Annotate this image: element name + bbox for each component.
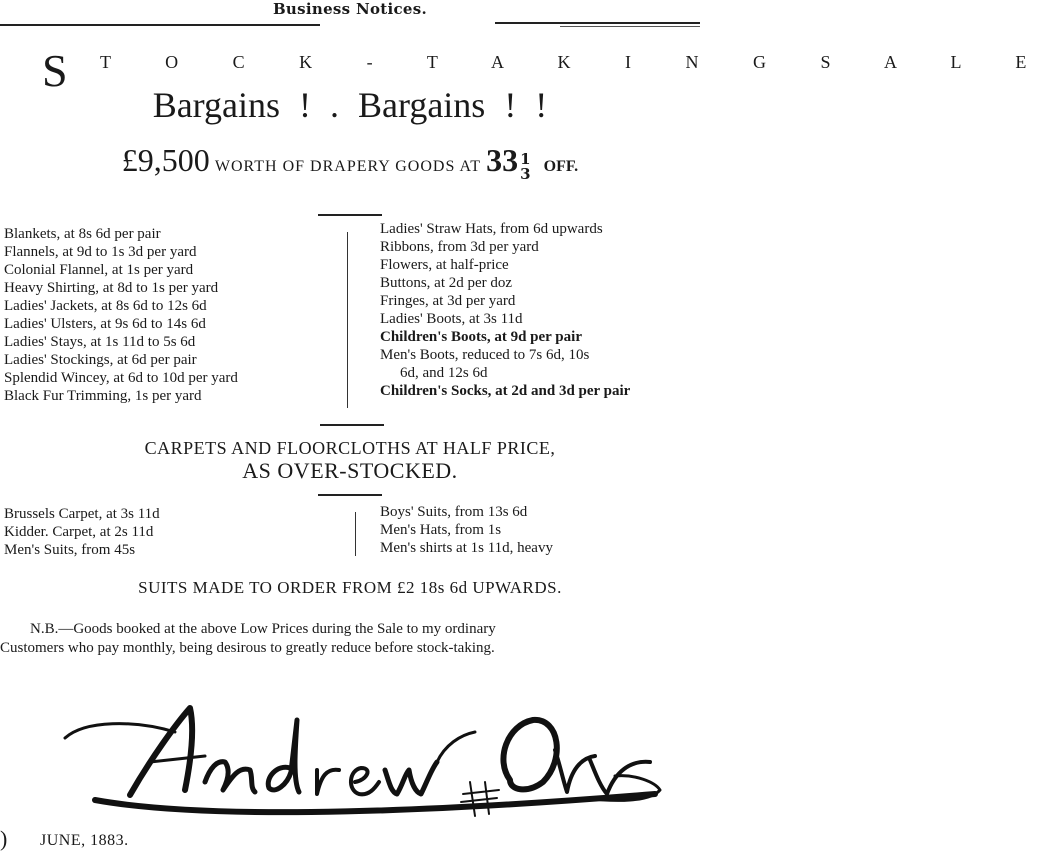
list-item: Ladies' Stays, at 1s 11d to 5s 6d	[4, 334, 196, 350]
list-item: Fringes, at 3d per yard	[380, 293, 516, 309]
handwritten-signature	[55, 690, 675, 825]
fraction-numerator: 1	[520, 149, 531, 168]
section-title: Business Notices.	[272, 0, 428, 18]
list-item: Men's Suits, from 45s	[4, 542, 136, 558]
date: JUNE, 1883.	[40, 832, 129, 849]
sale-initial: S	[42, 45, 68, 96]
nb-line: Customers who pay monthly, being desirous to greatly reduce before stock-taking.	[0, 640, 495, 656]
list-item: Heavy Shirting, at 8d to 1s per yard	[4, 280, 219, 296]
worth-text: WORTH OF DRAPERY GOODS AT	[214, 158, 482, 175]
list-item: 6d, and 12s 6d	[400, 365, 488, 381]
column-divider	[355, 512, 356, 556]
list-item: Flowers, at half-price	[380, 257, 509, 273]
list-item: Buttons, at 2d per doz	[380, 275, 513, 291]
discount-fraction	[520, 149, 531, 183]
list-item: Blankets, at 8s 6d per pair	[4, 226, 161, 242]
items2-left-list	[4, 505, 160, 559]
list-item: Ladies' Jackets, at 8s 6d to 12s 6d	[4, 298, 207, 314]
list-item: Children's Boots, at 9d per pair	[380, 329, 582, 345]
column-divider	[347, 232, 348, 408]
bargains-heading: Bargains ! . Bargains ! !	[152, 85, 548, 125]
list-item: Boys' Suits, from 13s 6d	[380, 504, 528, 520]
sale-heading: T O C K - T A K I N G S A L E	[100, 52, 1051, 72]
list-item: Men's Boots, reduced to 7s 6d, 10s	[380, 347, 590, 363]
list-item: Ribbons, from 3d per yard	[380, 239, 539, 255]
discount-whole: 33	[486, 142, 519, 178]
list-item: Flannels, at 9d to 1s 3d per yard	[4, 244, 197, 260]
list-item: Splendid Wincey, at 6d to 10d per yard	[4, 370, 238, 386]
header-rule	[0, 24, 320, 26]
overstocked-heading: AS OVER-STOCKED.	[242, 458, 458, 483]
items-right-list	[380, 220, 630, 400]
nb-note	[0, 620, 700, 658]
list-item: Men's shirts at 1s 11d, heavy	[380, 540, 553, 556]
list-item: Ladies' Ulsters, at 9s 6d to 14s 6d	[4, 316, 206, 332]
divider-rule	[318, 494, 382, 496]
list-item: Kidder. Carpet, at 2s 11d	[4, 524, 154, 540]
divider-rule	[318, 214, 382, 216]
list-item: Black Fur Trimming, 1s per yard	[4, 388, 202, 404]
list-item: Colonial Flannel, at 1s per yard	[4, 262, 194, 278]
header-rule	[560, 26, 700, 27]
list-item: Ladies' Boots, at 3s 11d	[380, 311, 523, 327]
list-item: Ladies' Straw Hats, from 6d upwards	[380, 221, 603, 237]
list-item: Children's Socks, at 2d and 3d per pair	[380, 383, 631, 399]
nb-line: N.B.—Goods booked at the above Low Prices during the Sale to my ordinary	[30, 621, 496, 637]
header-rule	[495, 22, 700, 24]
list-item: Brussels Carpet, at 3s 11d	[4, 506, 160, 522]
worth-amount: £9,500	[121, 142, 210, 178]
items2-right-list	[380, 503, 553, 557]
bracket-mark: )	[0, 826, 8, 851]
worth-off: OFF.	[543, 158, 579, 175]
list-item: Ladies' Stockings, at 6d per pair	[4, 352, 197, 368]
divider-rule	[320, 424, 384, 426]
worth-line	[0, 142, 700, 182]
items-left-list	[4, 225, 238, 405]
list-item: Men's Hats, from 1s	[380, 522, 502, 538]
fraction-denominator: 3	[520, 164, 531, 183]
carpets-heading: CARPETS AND FLOORCLOTHS AT HALF PRICE,	[144, 438, 556, 458]
suits-heading: SUITS MADE TO ORDER FROM £2 18s 6d UPWARDS.	[138, 578, 562, 597]
